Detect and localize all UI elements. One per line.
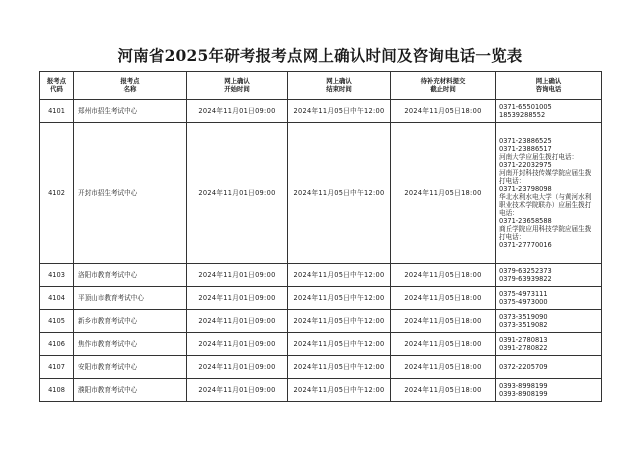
phone-line: 打电话： bbox=[499, 177, 526, 185]
cell-phone bbox=[496, 287, 602, 310]
phone-line: 0373-3519082 bbox=[499, 321, 548, 329]
cell-supplement-deadline: 2024年11月05日18:00 bbox=[391, 287, 496, 310]
phone-line: 商丘学院应用科技学院应届生拨 bbox=[499, 225, 592, 233]
cell-supplement-deadline: 2024年11月05日18:00 bbox=[391, 333, 496, 356]
phone-line: 0375-4973111 bbox=[499, 290, 548, 298]
cell-phone bbox=[496, 333, 602, 356]
header-phone: 网上确认 咨询电话 bbox=[496, 72, 602, 100]
cell-code: 4103 bbox=[40, 264, 74, 287]
cell-code: 4102 bbox=[40, 123, 74, 264]
phone-line: 0371-23798098 bbox=[499, 185, 552, 193]
phone-line: 0371-27770016 bbox=[499, 241, 552, 249]
cell-end-time: 2024年11月05日中午12:00 bbox=[288, 379, 391, 402]
cell-name: 焦作市教育考试中心 bbox=[74, 333, 187, 356]
cell-start-time: 2024年11月01日09:00 bbox=[187, 100, 288, 123]
cell-phone bbox=[496, 356, 602, 379]
cell-end-time: 2024年11月05日中午12:00 bbox=[288, 287, 391, 310]
cell-start-time: 2024年11月01日09:00 bbox=[187, 264, 288, 287]
cell-name: 安阳市教育考试中心 bbox=[74, 356, 187, 379]
header-supplement-deadline: 待补充材料提交 截止时间 bbox=[391, 72, 496, 100]
phone-line: 0371-23886517 bbox=[499, 145, 552, 153]
cell-code: 4108 bbox=[40, 379, 74, 402]
cell-name: 洛阳市教育考试中心 bbox=[74, 264, 187, 287]
header-start-time: 网上确认 开始时间 bbox=[187, 72, 288, 100]
table-body bbox=[40, 100, 602, 402]
table-row bbox=[40, 287, 602, 310]
cell-name: 平顶山市教育考试中心 bbox=[74, 287, 187, 310]
phone-line: 0391-2780813 bbox=[499, 336, 548, 344]
cell-start-time: 2024年11月01日09:00 bbox=[187, 333, 288, 356]
header-code: 报考点 代码 bbox=[40, 72, 74, 100]
cell-start-time: 2024年11月01日09:00 bbox=[187, 310, 288, 333]
cell-phone bbox=[496, 310, 602, 333]
table-row bbox=[40, 264, 602, 287]
phone-line: 0371-23886525 bbox=[499, 137, 552, 145]
cell-end-time: 2024年11月05日中午12:00 bbox=[288, 123, 391, 264]
cell-name: 郑州市招生考试中心 bbox=[74, 100, 187, 123]
phone-line: 0379-63252373 bbox=[499, 267, 552, 275]
enrollment-table bbox=[39, 71, 602, 402]
header-name: 报考点 名称 bbox=[74, 72, 187, 100]
cell-name: 濮阳市教育考试中心 bbox=[74, 379, 187, 402]
cell-end-time: 2024年11月05日中午12:00 bbox=[288, 333, 391, 356]
phone-line: 0379-63939822 bbox=[499, 275, 552, 283]
cell-phone bbox=[496, 123, 602, 264]
cell-code: 4106 bbox=[40, 333, 74, 356]
phone-line: 0375-4973000 bbox=[499, 298, 548, 306]
cell-end-time: 2024年11月05日中午12:00 bbox=[288, 100, 391, 123]
phone-line: 0373-3519090 bbox=[499, 313, 548, 321]
table-row bbox=[40, 310, 602, 333]
phone-line: 18539288552 bbox=[499, 111, 546, 119]
cell-start-time: 2024年11月01日09:00 bbox=[187, 287, 288, 310]
cell-code: 4104 bbox=[40, 287, 74, 310]
phone-line: 电话： bbox=[499, 209, 519, 217]
cell-supplement-deadline: 2024年11月05日18:00 bbox=[391, 310, 496, 333]
table-row bbox=[40, 100, 602, 123]
cell-name: 新乡市教育考试中心 bbox=[74, 310, 187, 333]
phone-line: 华北水利水电大学（与黄河水利 bbox=[499, 193, 592, 201]
cell-end-time: 2024年11月05日中午12:00 bbox=[288, 264, 391, 287]
table-row bbox=[40, 379, 602, 402]
cell-supplement-deadline: 2024年11月05日18:00 bbox=[391, 100, 496, 123]
cell-code: 4101 bbox=[40, 100, 74, 123]
table-row bbox=[40, 356, 602, 379]
phone-line: 0371-65501005 bbox=[499, 103, 552, 111]
phone-line: 河南大学应届生拨打电话： bbox=[499, 153, 579, 161]
cell-supplement-deadline: 2024年11月05日18:00 bbox=[391, 379, 496, 402]
cell-supplement-deadline: 2024年11月05日18:00 bbox=[391, 356, 496, 379]
cell-supplement-deadline: 2024年11月05日18:00 bbox=[391, 123, 496, 264]
phone-line: 河南开封科技传媒学院应届生拨 bbox=[499, 169, 592, 177]
cell-start-time: 2024年11月01日09:00 bbox=[187, 356, 288, 379]
phone-line: 0371-22032975 bbox=[499, 161, 552, 169]
cell-end-time: 2024年11月05日中午12:00 bbox=[288, 310, 391, 333]
cell-start-time: 2024年11月01日09:00 bbox=[187, 123, 288, 264]
table-row bbox=[40, 333, 602, 356]
cell-supplement-deadline: 2024年11月05日18:00 bbox=[391, 264, 496, 287]
phone-line: 职业技术学院联办）应届生拨打 bbox=[499, 201, 592, 209]
phone-line: 0393-8998199 bbox=[499, 382, 548, 390]
cell-phone bbox=[496, 100, 602, 123]
cell-name: 开封市招生考试中心 bbox=[74, 123, 187, 264]
phone-line: 0391-2780822 bbox=[499, 344, 548, 352]
cell-phone bbox=[496, 379, 602, 402]
cell-phone bbox=[496, 264, 602, 287]
phone-line: 0371-23658588 bbox=[499, 217, 552, 225]
phone-line: 0393-8908199 bbox=[499, 390, 548, 398]
cell-code: 4105 bbox=[40, 310, 74, 333]
table-header-row bbox=[40, 72, 602, 100]
cell-code: 4107 bbox=[40, 356, 74, 379]
header-end-time: 网上确认 结束时间 bbox=[288, 72, 391, 100]
table-row bbox=[40, 123, 602, 264]
phone-line: 打电话： bbox=[499, 233, 526, 241]
cell-start-time: 2024年11月01日09:00 bbox=[187, 379, 288, 402]
phone-line: 0372-2205709 bbox=[499, 363, 548, 371]
cell-end-time: 2024年11月05日中午12:00 bbox=[288, 356, 391, 379]
document-title: 河南省2025年研考报考点网上确认时间及咨询电话一览表 bbox=[117, 46, 523, 65]
